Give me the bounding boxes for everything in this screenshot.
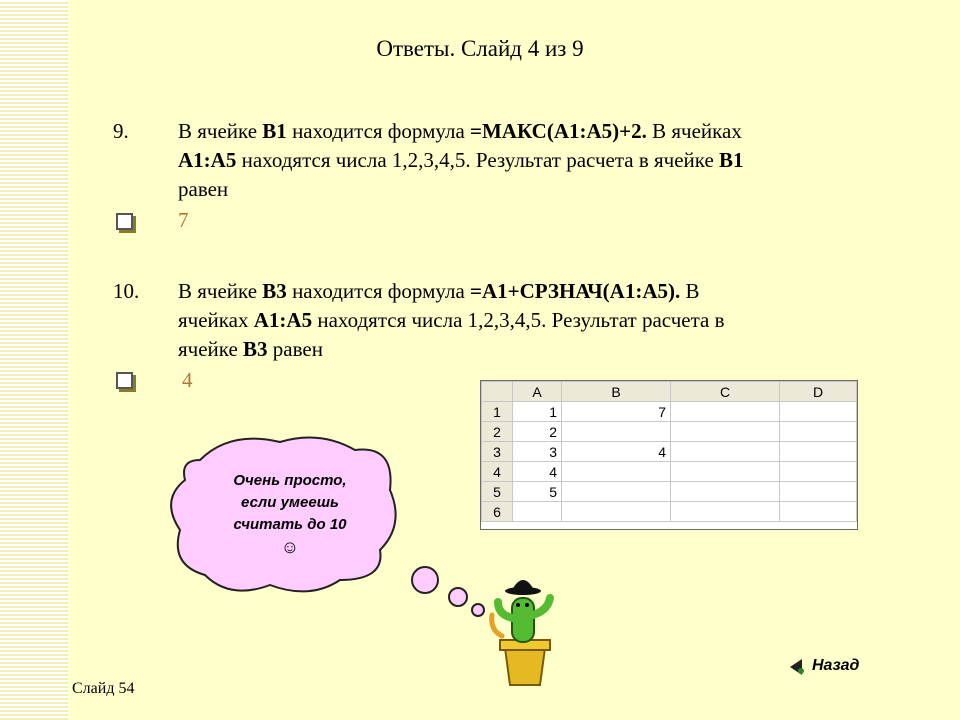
- corner-cell: [482, 382, 513, 402]
- cell-b3: 4: [562, 442, 671, 462]
- back-button[interactable]: Назад: [812, 657, 860, 674]
- slide-title: Ответы. Слайд 4 из 9: [376, 36, 584, 61]
- cell: [671, 482, 780, 502]
- cell: [780, 422, 857, 442]
- question-10-answer: 4: [182, 368, 193, 392]
- cell-a2: 2: [513, 422, 562, 442]
- question-9-line-3: равен: [178, 177, 229, 201]
- checkbox-bullet-icon: [116, 372, 133, 389]
- question-9-line-2: А1:А5 находятся числа 1,2,3,4,5. Результат расчета в ячейке B1: [178, 148, 744, 172]
- cell-a4: 4: [513, 462, 562, 482]
- thought-bubble-dot: [449, 588, 467, 606]
- cell-a1: 1: [513, 402, 562, 422]
- cell: [780, 442, 857, 462]
- cell: [780, 462, 857, 482]
- question-10-line-2: ячейках А1:А5 находятся числа 1,2,3,4,5. Результат расчета в: [178, 308, 725, 332]
- slide-number: Слайд 54: [72, 680, 135, 697]
- thought-bubble-text: [200, 470, 380, 558]
- cell: [671, 442, 780, 462]
- row-header: 3: [482, 442, 513, 462]
- cell-b1: 7: [562, 402, 671, 422]
- checkbox-bullet-icon: [116, 213, 133, 230]
- column-header-row: [482, 382, 857, 402]
- cell: [671, 502, 780, 522]
- row-header: 1: [482, 402, 513, 422]
- cell-a3: 3: [513, 442, 562, 462]
- cell: [780, 482, 857, 502]
- question-9-line-1: В ячейке B1 находится формула =МАКС(А1:А5)+2. В ячейках: [178, 119, 742, 143]
- bubble-line: считать до 10: [233, 516, 347, 533]
- table-row: [482, 402, 857, 422]
- question-10-text: [178, 277, 858, 364]
- cell: [671, 402, 780, 422]
- column-header: B: [562, 382, 671, 402]
- cell: [780, 502, 857, 522]
- cell: [671, 462, 780, 482]
- row-header: 5: [482, 482, 513, 502]
- row-header: 4: [482, 462, 513, 482]
- cell: [671, 422, 780, 442]
- column-header: D: [780, 382, 857, 402]
- bubble-line: если умеешь: [241, 494, 339, 511]
- thought-bubble-dot: [472, 604, 484, 616]
- column-header: C: [671, 382, 780, 402]
- question-10-line-3: ячейке В3 равен: [178, 337, 323, 361]
- column-header: A: [513, 382, 562, 402]
- question-10-number: 10.: [113, 279, 140, 303]
- row-header: 6: [482, 502, 513, 522]
- row-header: 2: [482, 422, 513, 442]
- left-stripe-decoration: [0, 0, 68, 720]
- bubble-line: Очень просто,: [233, 472, 347, 489]
- question-9-answer: 7: [178, 208, 189, 232]
- back-arrow-icon[interactable]: [786, 656, 808, 678]
- thought-bubble-dot: [412, 567, 438, 593]
- question-9-text: [178, 117, 858, 204]
- smiley-icon: ☺: [280, 537, 300, 557]
- question-9-number: 9.: [113, 119, 129, 143]
- cactus-icon: [492, 580, 550, 685]
- cell: [780, 402, 857, 422]
- question-10-line-1: В ячейке В3 находится формула =А1+СРЗНАЧ(А1:А5). В: [178, 279, 700, 303]
- cell-a5: 5: [513, 482, 562, 502]
